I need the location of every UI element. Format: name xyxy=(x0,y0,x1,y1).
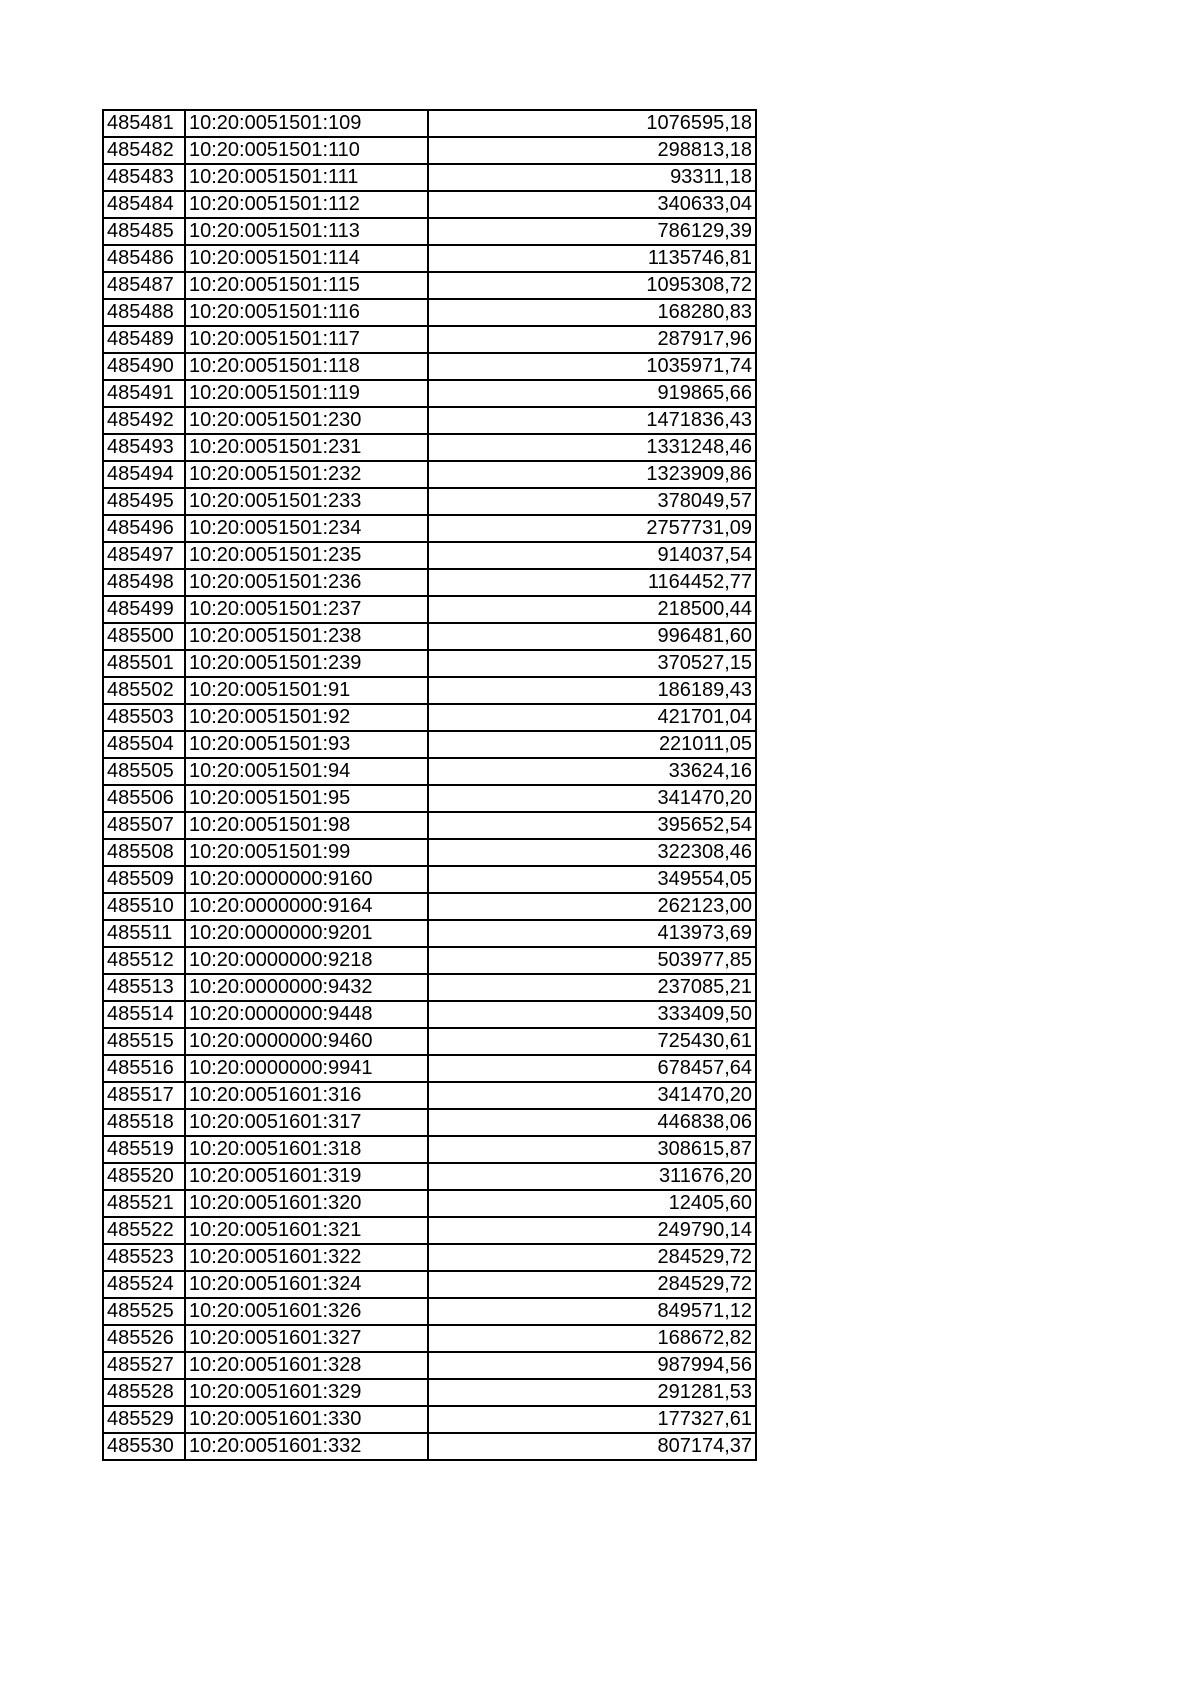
value-cell: 446838,06 xyxy=(428,1109,756,1136)
row-number-cell: 485513 xyxy=(103,974,185,1001)
value-cell: 168280,83 xyxy=(428,299,756,326)
cadastral-number-cell: 10:20:0051501:95 xyxy=(185,785,428,812)
table-row xyxy=(103,596,756,623)
row-number-cell: 485508 xyxy=(103,839,185,866)
row-number-cell: 485514 xyxy=(103,1001,185,1028)
value-cell: 186189,43 xyxy=(428,677,756,704)
table-row xyxy=(103,677,756,704)
cadastral-number-cell: 10:20:0000000:9448 xyxy=(185,1001,428,1028)
value-cell: 725430,61 xyxy=(428,1028,756,1055)
cadastral-number-cell: 10:20:0051501:239 xyxy=(185,650,428,677)
row-number-cell: 485515 xyxy=(103,1028,185,1055)
table-row xyxy=(103,812,756,839)
cadastral-number-cell: 10:20:0051501:237 xyxy=(185,596,428,623)
cadastral-number-cell: 10:20:0051501:110 xyxy=(185,137,428,164)
table-row xyxy=(103,272,756,299)
value-cell: 349554,05 xyxy=(428,866,756,893)
value-cell: 413973,69 xyxy=(428,920,756,947)
value-cell: 378049,57 xyxy=(428,488,756,515)
value-cell: 308615,87 xyxy=(428,1136,756,1163)
row-number-cell: 485499 xyxy=(103,596,185,623)
cadastral-number-cell: 10:20:0051601:319 xyxy=(185,1163,428,1190)
table-row xyxy=(103,245,756,272)
value-cell: 284529,72 xyxy=(428,1271,756,1298)
row-number-cell: 485510 xyxy=(103,893,185,920)
row-number-cell: 485504 xyxy=(103,731,185,758)
table-row xyxy=(103,1055,756,1082)
row-number-cell: 485511 xyxy=(103,920,185,947)
cadastral-number-cell: 10:20:0051601:326 xyxy=(185,1298,428,1325)
cadastral-number-cell: 10:20:0051601:330 xyxy=(185,1406,428,1433)
value-cell: 218500,44 xyxy=(428,596,756,623)
row-number-cell: 485522 xyxy=(103,1217,185,1244)
row-number-cell: 485528 xyxy=(103,1379,185,1406)
cadastral-number-cell: 10:20:0051601:324 xyxy=(185,1271,428,1298)
cadastral-number-cell: 10:20:0051501:236 xyxy=(185,569,428,596)
cadastral-number-cell: 10:20:0051501:112 xyxy=(185,191,428,218)
value-cell: 807174,37 xyxy=(428,1433,756,1460)
table-row xyxy=(103,1109,756,1136)
table-row xyxy=(103,866,756,893)
cadastral-number-cell: 10:20:0000000:9941 xyxy=(185,1055,428,1082)
value-cell: 333409,50 xyxy=(428,1001,756,1028)
table-row xyxy=(103,974,756,1001)
row-number-cell: 485482 xyxy=(103,137,185,164)
value-cell: 1471836,43 xyxy=(428,407,756,434)
value-cell: 322308,46 xyxy=(428,839,756,866)
cadastral-number-cell: 10:20:0000000:9164 xyxy=(185,893,428,920)
value-cell: 849571,12 xyxy=(428,1298,756,1325)
cadastral-number-cell: 10:20:0051501:119 xyxy=(185,380,428,407)
value-cell: 311676,20 xyxy=(428,1163,756,1190)
value-cell: 93311,18 xyxy=(428,164,756,191)
row-number-cell: 485483 xyxy=(103,164,185,191)
table-row xyxy=(103,1271,756,1298)
table-row xyxy=(103,650,756,677)
table-row xyxy=(103,1379,756,1406)
row-number-cell: 485488 xyxy=(103,299,185,326)
table-row xyxy=(103,623,756,650)
cadastral-number-cell: 10:20:0000000:9432 xyxy=(185,974,428,1001)
row-number-cell: 485487 xyxy=(103,272,185,299)
cadastral-number-cell: 10:20:0051501:98 xyxy=(185,812,428,839)
value-cell: 996481,60 xyxy=(428,623,756,650)
table-row xyxy=(103,1433,756,1460)
row-number-cell: 485485 xyxy=(103,218,185,245)
value-cell: 503977,85 xyxy=(428,947,756,974)
row-number-cell: 485502 xyxy=(103,677,185,704)
cadastral-number-cell: 10:20:0051601:332 xyxy=(185,1433,428,1460)
table-row xyxy=(103,110,756,137)
table-row xyxy=(103,1298,756,1325)
value-cell: 1323909,86 xyxy=(428,461,756,488)
row-number-cell: 485527 xyxy=(103,1352,185,1379)
table-row xyxy=(103,1136,756,1163)
value-cell: 1076595,18 xyxy=(428,110,756,137)
value-cell: 287917,96 xyxy=(428,326,756,353)
row-number-cell: 485505 xyxy=(103,758,185,785)
row-number-cell: 485517 xyxy=(103,1082,185,1109)
row-number-cell: 485481 xyxy=(103,110,185,137)
value-cell: 12405,60 xyxy=(428,1190,756,1217)
cadastral-number-cell: 10:20:0051501:115 xyxy=(185,272,428,299)
row-number-cell: 485516 xyxy=(103,1055,185,1082)
row-number-cell: 485496 xyxy=(103,515,185,542)
row-number-cell: 485523 xyxy=(103,1244,185,1271)
cadastral-number-cell: 10:20:0051601:328 xyxy=(185,1352,428,1379)
row-number-cell: 485525 xyxy=(103,1298,185,1325)
value-cell: 291281,53 xyxy=(428,1379,756,1406)
table-row xyxy=(103,218,756,245)
value-cell: 341470,20 xyxy=(428,1082,756,1109)
table-row xyxy=(103,353,756,380)
table-row xyxy=(103,380,756,407)
value-cell: 370527,15 xyxy=(428,650,756,677)
cadastral-number-cell: 10:20:0051601:329 xyxy=(185,1379,428,1406)
cadastral-number-cell: 10:20:0051501:232 xyxy=(185,461,428,488)
table-row xyxy=(103,488,756,515)
cadastral-number-cell: 10:20:0051501:113 xyxy=(185,218,428,245)
value-cell: 1164452,77 xyxy=(428,569,756,596)
row-number-cell: 485529 xyxy=(103,1406,185,1433)
table-row xyxy=(103,1244,756,1271)
value-cell: 237085,21 xyxy=(428,974,756,1001)
cadastral-number-cell: 10:20:0051501:99 xyxy=(185,839,428,866)
row-number-cell: 485495 xyxy=(103,488,185,515)
row-number-cell: 485484 xyxy=(103,191,185,218)
table-row xyxy=(103,758,756,785)
table-row xyxy=(103,191,756,218)
row-number-cell: 485521 xyxy=(103,1190,185,1217)
cadastral-number-cell: 10:20:0000000:9160 xyxy=(185,866,428,893)
value-cell: 284529,72 xyxy=(428,1244,756,1271)
table-row xyxy=(103,1352,756,1379)
row-number-cell: 485512 xyxy=(103,947,185,974)
cadastral-number-cell: 10:20:0051601:321 xyxy=(185,1217,428,1244)
table-row xyxy=(103,515,756,542)
cadastral-number-cell: 10:20:0000000:9460 xyxy=(185,1028,428,1055)
table-row xyxy=(103,569,756,596)
table-row xyxy=(103,164,756,191)
value-cell: 340633,04 xyxy=(428,191,756,218)
cadastral-number-cell: 10:20:0051501:111 xyxy=(185,164,428,191)
cadastral-number-cell: 10:20:0051501:114 xyxy=(185,245,428,272)
cadastral-number-cell: 10:20:0051601:320 xyxy=(185,1190,428,1217)
row-number-cell: 485519 xyxy=(103,1136,185,1163)
table-row xyxy=(103,1082,756,1109)
row-number-cell: 485507 xyxy=(103,812,185,839)
row-number-cell: 485500 xyxy=(103,623,185,650)
value-cell: 1135746,81 xyxy=(428,245,756,272)
table-row xyxy=(103,920,756,947)
cadastral-number-cell: 10:20:0051601:327 xyxy=(185,1325,428,1352)
value-cell: 395652,54 xyxy=(428,812,756,839)
cadastral-number-cell: 10:20:0051501:109 xyxy=(185,110,428,137)
value-cell: 914037,54 xyxy=(428,542,756,569)
table-row xyxy=(103,1217,756,1244)
table-row xyxy=(103,1325,756,1352)
cadastral-number-cell: 10:20:0051501:233 xyxy=(185,488,428,515)
value-cell: 168672,82 xyxy=(428,1325,756,1352)
value-cell: 221011,05 xyxy=(428,731,756,758)
cadastral-number-cell: 10:20:0051501:117 xyxy=(185,326,428,353)
row-number-cell: 485509 xyxy=(103,866,185,893)
table-row xyxy=(103,893,756,920)
value-cell: 249790,14 xyxy=(428,1217,756,1244)
row-number-cell: 485491 xyxy=(103,380,185,407)
cadastral-number-cell: 10:20:0051501:235 xyxy=(185,542,428,569)
value-cell: 262123,00 xyxy=(428,893,756,920)
table-row xyxy=(103,839,756,866)
value-cell: 33624,16 xyxy=(428,758,756,785)
table-row xyxy=(103,137,756,164)
row-number-cell: 485494 xyxy=(103,461,185,488)
value-cell: 678457,64 xyxy=(428,1055,756,1082)
cadastral-number-cell: 10:20:0051501:234 xyxy=(185,515,428,542)
value-cell: 177327,61 xyxy=(428,1406,756,1433)
cadastral-number-cell: 10:20:0051501:231 xyxy=(185,434,428,461)
table-row xyxy=(103,407,756,434)
row-number-cell: 485530 xyxy=(103,1433,185,1460)
value-cell: 786129,39 xyxy=(428,218,756,245)
cadastral-number-cell: 10:20:0000000:9218 xyxy=(185,947,428,974)
cadastral-number-cell: 10:20:0051601:322 xyxy=(185,1244,428,1271)
cadastral-number-cell: 10:20:0051601:318 xyxy=(185,1136,428,1163)
table-row xyxy=(103,326,756,353)
table-row xyxy=(103,299,756,326)
row-number-cell: 485518 xyxy=(103,1109,185,1136)
value-cell: 1035971,74 xyxy=(428,353,756,380)
cadastral-number-cell: 10:20:0051501:116 xyxy=(185,299,428,326)
cadastral-number-cell: 10:20:0051601:317 xyxy=(185,1109,428,1136)
cadastral-number-cell: 10:20:0051501:94 xyxy=(185,758,428,785)
table-row xyxy=(103,947,756,974)
cadastral-number-cell: 10:20:0051501:92 xyxy=(185,704,428,731)
cadastral-number-cell: 10:20:0000000:9201 xyxy=(185,920,428,947)
value-cell: 341470,20 xyxy=(428,785,756,812)
cadastral-number-cell: 10:20:0051501:230 xyxy=(185,407,428,434)
row-number-cell: 485493 xyxy=(103,434,185,461)
table-row xyxy=(103,1001,756,1028)
row-number-cell: 485503 xyxy=(103,704,185,731)
table-body xyxy=(103,110,756,1460)
cadastral-number-cell: 10:20:0051501:91 xyxy=(185,677,428,704)
value-cell: 298813,18 xyxy=(428,137,756,164)
cadastral-number-cell: 10:20:0051601:316 xyxy=(185,1082,428,1109)
row-number-cell: 485486 xyxy=(103,245,185,272)
row-number-cell: 485489 xyxy=(103,326,185,353)
table-row xyxy=(103,785,756,812)
cadastral-number-cell: 10:20:0051501:238 xyxy=(185,623,428,650)
row-number-cell: 485520 xyxy=(103,1163,185,1190)
value-cell: 919865,66 xyxy=(428,380,756,407)
value-cell: 1095308,72 xyxy=(428,272,756,299)
table-row xyxy=(103,542,756,569)
cadastral-number-cell: 10:20:0051501:118 xyxy=(185,353,428,380)
table-row xyxy=(103,434,756,461)
table-row xyxy=(103,731,756,758)
row-number-cell: 485524 xyxy=(103,1271,185,1298)
value-cell: 987994,56 xyxy=(428,1352,756,1379)
cadastral-number-cell: 10:20:0051501:93 xyxy=(185,731,428,758)
value-cell: 1331248,46 xyxy=(428,434,756,461)
value-cell: 2757731,09 xyxy=(428,515,756,542)
row-number-cell: 485526 xyxy=(103,1325,185,1352)
table-row xyxy=(103,1406,756,1433)
table-row xyxy=(103,461,756,488)
table-row xyxy=(103,1190,756,1217)
row-number-cell: 485490 xyxy=(103,353,185,380)
table-row xyxy=(103,1028,756,1055)
table-row xyxy=(103,1163,756,1190)
row-number-cell: 485501 xyxy=(103,650,185,677)
value-cell: 421701,04 xyxy=(428,704,756,731)
table-row xyxy=(103,704,756,731)
row-number-cell: 485506 xyxy=(103,785,185,812)
row-number-cell: 485498 xyxy=(103,569,185,596)
cadastral-value-table xyxy=(102,109,757,1461)
row-number-cell: 485492 xyxy=(103,407,185,434)
row-number-cell: 485497 xyxy=(103,542,185,569)
